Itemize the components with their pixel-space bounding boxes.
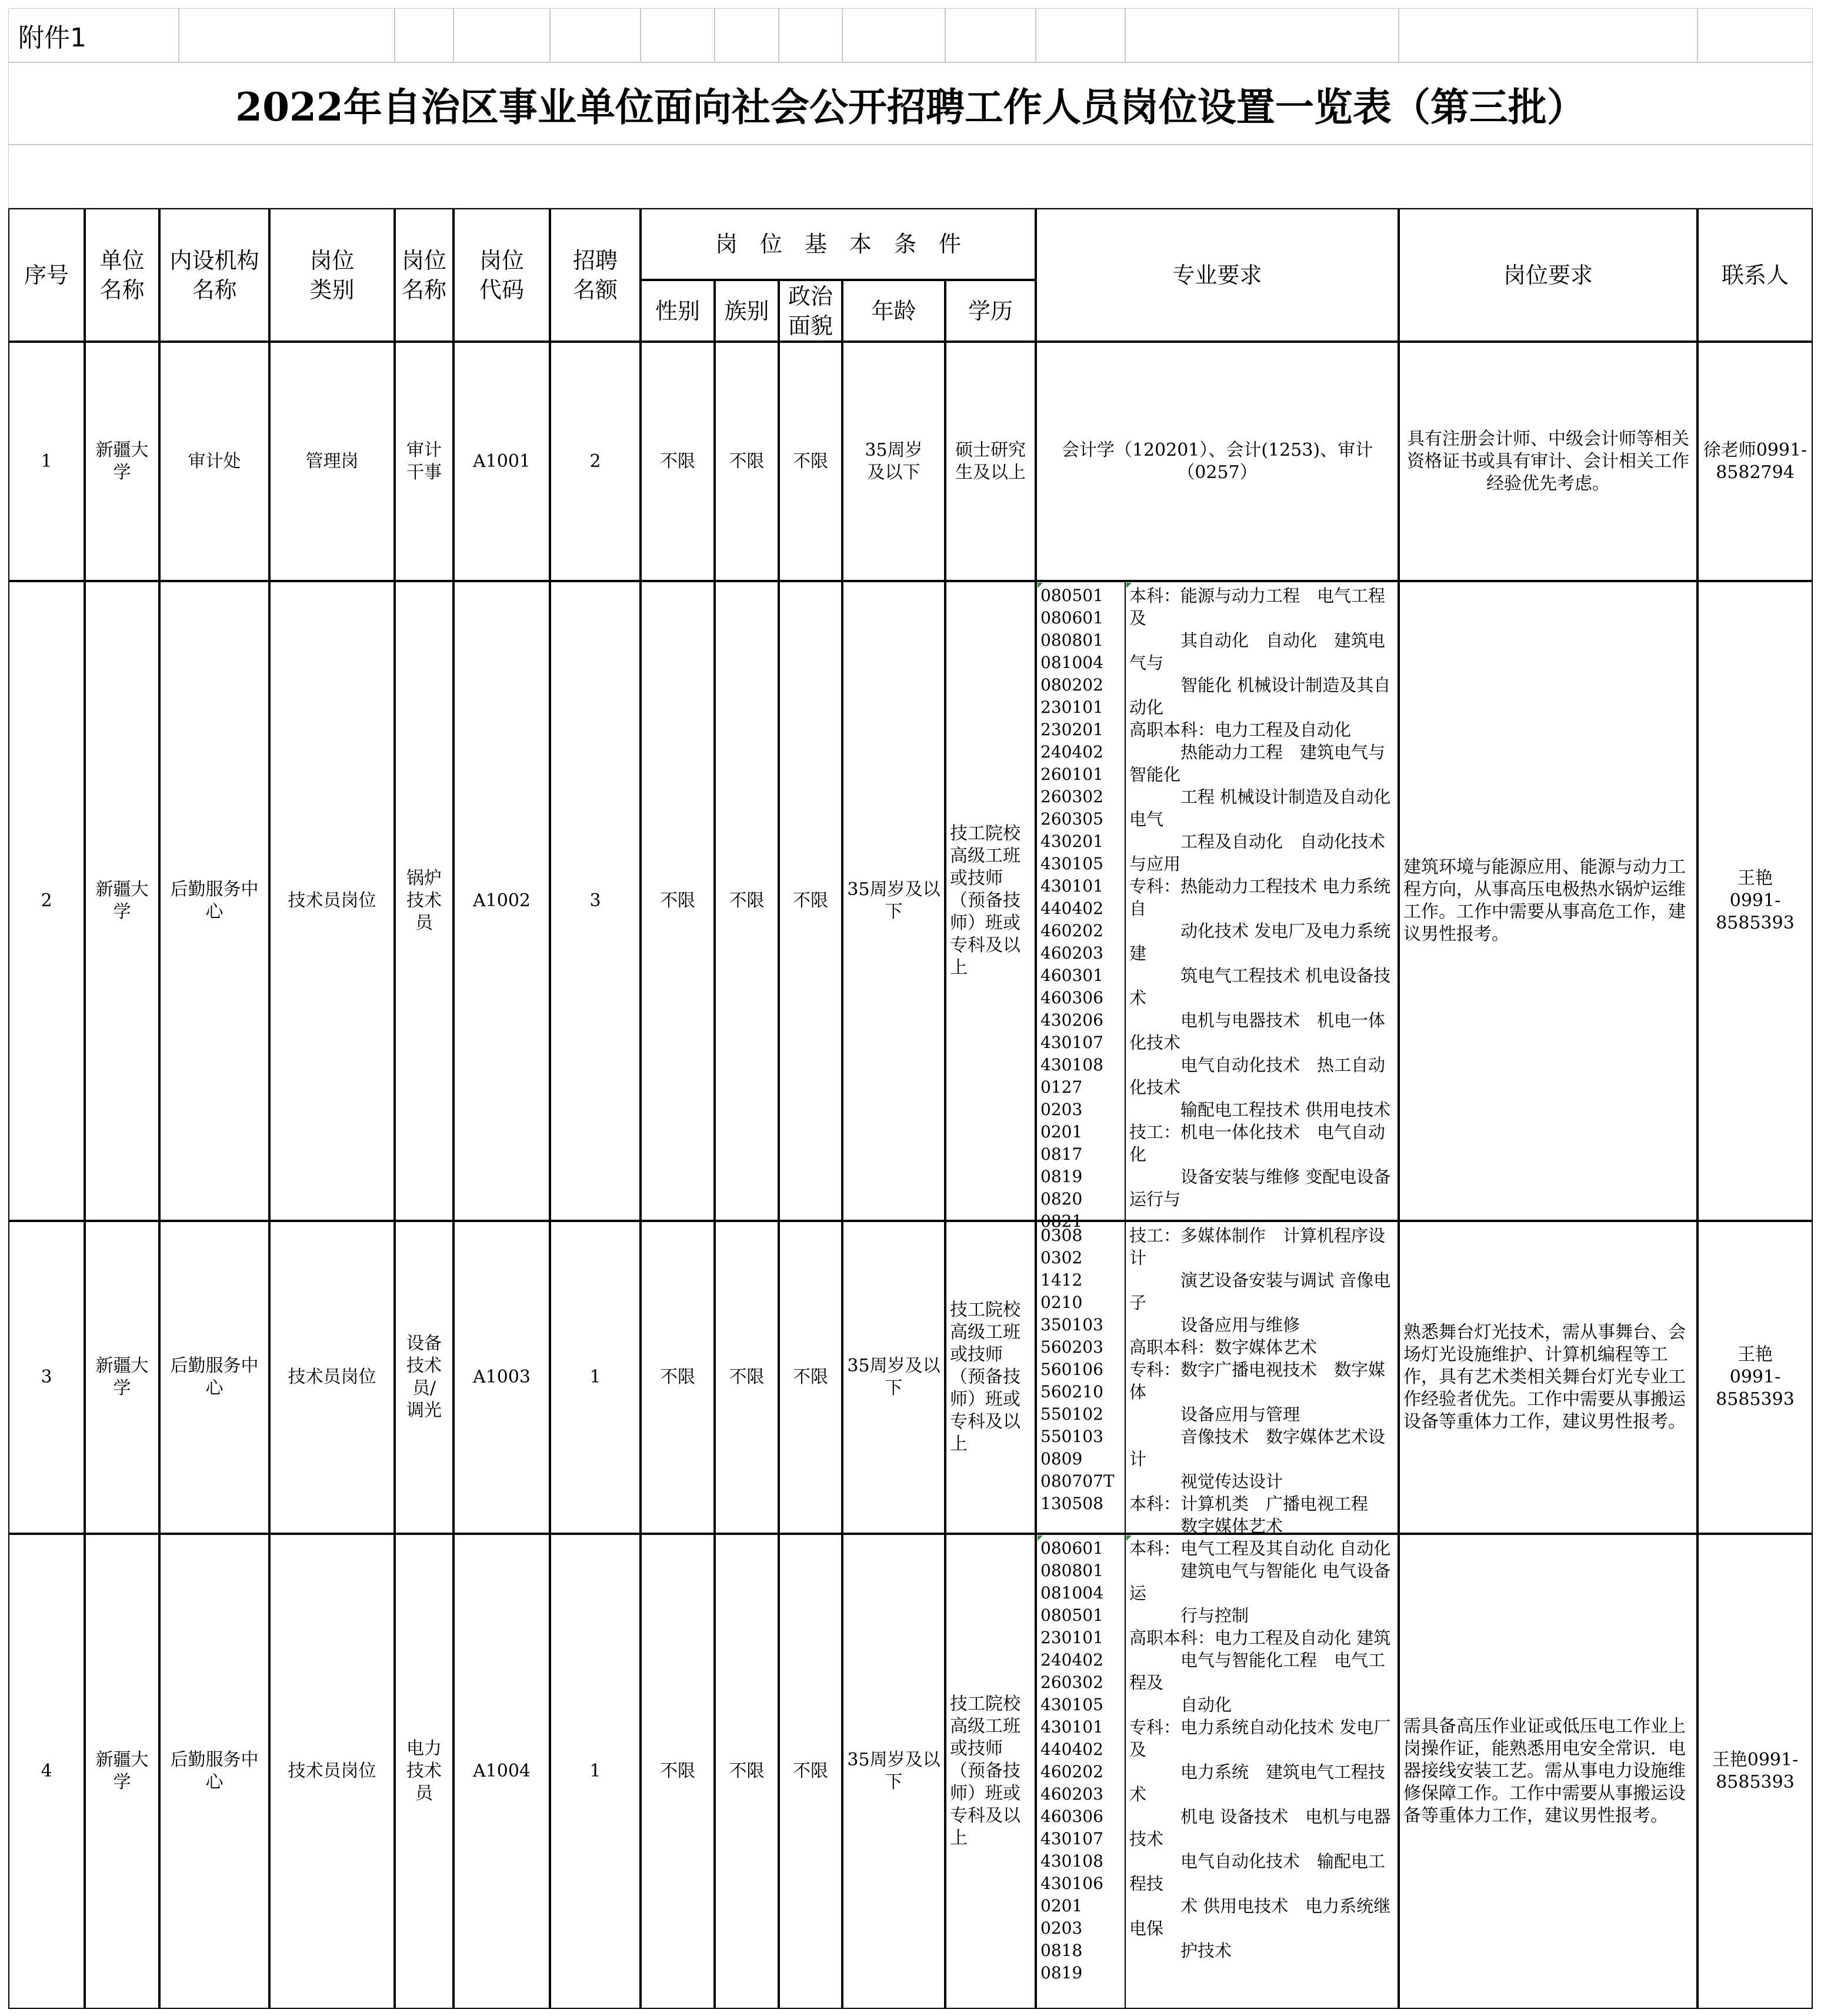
empty-grid-cell (1125, 8, 1399, 62)
row1-post-code: A1001 (453, 342, 550, 581)
header-post-type: 岗位 类别 (269, 208, 395, 342)
header-quota: 招聘 名额 (550, 208, 641, 342)
header-ethnicity: 族别 (715, 280, 779, 342)
header-political: 政治 面貌 (779, 280, 842, 342)
row1-dept: 审计处 (159, 342, 269, 581)
row4-post-code: A1004 (453, 1534, 550, 2009)
row3-post-code: A1003 (453, 1221, 550, 1534)
row2-age: 35周岁及以下 (842, 581, 945, 1221)
empty-grid-cell (395, 8, 453, 62)
empty-grid-cell (945, 8, 1036, 62)
row4-political: 不限 (779, 1534, 842, 2009)
row1-quota: 2 (550, 342, 641, 581)
row3-dept: 后勤服务中心 (159, 1221, 269, 1534)
row1-contact: 徐老师0991-8582794 (1697, 342, 1813, 581)
empty-grid-cell (1399, 8, 1697, 62)
row1-post-type: 管理岗 (269, 342, 395, 581)
row4-dept: 后勤服务中心 (159, 1534, 269, 2009)
row1-unit: 新疆大学 (85, 342, 159, 581)
cell-comment-marker (1126, 583, 1132, 588)
empty-grid-cell (1697, 8, 1813, 62)
row1-post-name: 审计干事 (395, 342, 453, 581)
annex-label: 附件1 (8, 8, 179, 62)
row3-age: 35周岁及以下 (842, 1221, 945, 1534)
cell-comment-marker (1038, 583, 1043, 588)
cell-comment-marker (1126, 1536, 1132, 1541)
row2-ethnicity: 不限 (715, 581, 779, 1221)
header-gender: 性别 (641, 280, 715, 342)
row4-age: 35周岁及以下 (842, 1534, 945, 2009)
row1-education: 硕士研究生及以上 (945, 342, 1036, 581)
row2-post-name: 锅炉技术员 (395, 581, 453, 1221)
row1-political: 不限 (779, 342, 842, 581)
row4-unit: 新疆大学 (85, 1534, 159, 2009)
row4-post-type: 技术员岗位 (269, 1534, 395, 2009)
row4-post-req: 需具备高压作业证或低压电工作业上岗操作证，能熟悉用电安全常识．电器接线安装工艺。需从事电力设施维修保障工作。工作中需要从事搬运设备等重体力工作，建议男性报考。 (1399, 1534, 1697, 2009)
empty-grid-cell (641, 8, 715, 62)
row1-major-text: 会计学（120201）、会计(1253)、审计（0257） (1036, 342, 1399, 581)
row4-gender: 不限 (641, 1534, 715, 2009)
header-post-code: 岗位 代码 (453, 208, 550, 342)
row3-seq: 3 (8, 1221, 85, 1534)
row3-quota: 1 (550, 1221, 641, 1534)
empty-grid-cell (550, 8, 641, 62)
row4-major-codes: 080601 080801 081004 080501 230101 240402 260302 430105 430101 440402 460202 460203 460306 430107 430108 430106 0201 0203 0818 0819 (1036, 1534, 1126, 2009)
row4-major-text: 本科：电气工程及其自动化 自动化 建筑电气与智能化 电气设备运 行与控制 高职本科：电力工程及自动化 建筑 电气与智能化工程 电气工程及 自动化 专科：电力系统自动化技术 发电厂及 电力系统 建筑电气工程技术 机电 设备技术 电机与电器技术 电气自动化技术 输配电工程技 术 供用电技术 电力系统继电保 护技术 (1125, 1534, 1399, 2009)
row2-unit: 新疆大学 (85, 581, 159, 1221)
spacer-row (8, 145, 1813, 208)
cell-comment-marker (1038, 1536, 1043, 1541)
row4-contact: 王艳0991- 8585393 (1697, 1534, 1813, 2009)
row4-education: 技工院校高级工班或技师（预备技师）班或专科及以上 (945, 1534, 1036, 2009)
row1-gender: 不限 (641, 342, 715, 581)
empty-grid-cell (179, 8, 395, 62)
row2-education: 技工院校高级工班或技师（预备技师）班或专科及以上 (945, 581, 1036, 1221)
header-age: 年龄 (842, 280, 945, 342)
row2-seq: 2 (8, 581, 85, 1221)
row3-post-name: 设备技术员/调光 (395, 1221, 453, 1534)
row1-age: 35周岁及以下 (842, 342, 945, 581)
row3-major-text: 技工：多媒体制作 计算机程序设计 演艺设备安装与调试 音像电子 设备应用与维修 高职本科：数字媒体艺术 专科：数字广播电视技术 数字媒体 设备应用与管理 音像技术 数字媒体艺术设计 视觉传达设计 本科：计算机类 广播电视工程 数字媒体艺术 (1125, 1221, 1399, 1534)
row2-quota: 3 (550, 581, 641, 1221)
row1-ethnicity: 不限 (715, 342, 779, 581)
header-unit: 单位 名称 (85, 208, 159, 342)
row3-ethnicity: 不限 (715, 1221, 779, 1534)
header-post-name: 岗位 名称 (395, 208, 453, 342)
row3-contact: 王艳 0991- 8585393 (1697, 1221, 1813, 1534)
header-dept: 内设机构 名称 (159, 208, 269, 342)
header-major-req: 专业要求 (1036, 208, 1399, 342)
row4-post-name: 电力技术员 (395, 1534, 453, 2009)
row3-education: 技工院校高级工班或技师（预备技师）班或专科及以上 (945, 1221, 1036, 1534)
row2-post-req: 建筑环境与能源应用、能源与动力工程方向，从事高压电极热水锅炉运维工作。工作中需要从事高危工作，建议男性报考。 (1399, 581, 1697, 1221)
row3-unit: 新疆大学 (85, 1221, 159, 1534)
row3-post-type: 技术员岗位 (269, 1221, 395, 1534)
row2-dept: 后勤服务中心 (159, 581, 269, 1221)
empty-grid-cell (1036, 8, 1125, 62)
empty-grid-cell (842, 8, 945, 62)
header-basic-conditions: 岗 位 基 本 条 件 (641, 208, 1036, 280)
row2-political: 不限 (779, 581, 842, 1221)
row3-gender: 不限 (641, 1221, 715, 1534)
row3-political: 不限 (779, 1221, 842, 1534)
row2-post-code: A1002 (453, 581, 550, 1221)
row1-post-req: 具有注册会计师、中级会计师等相关资格证书或具有审计、会计相关工作经验优先考虑。 (1399, 342, 1697, 581)
row1-seq: 1 (8, 342, 85, 581)
row4-seq: 4 (8, 1534, 85, 2009)
row2-major-codes: 080501 080601 080801 081004 080202 230101 230201 240402 260101 260302 260305 430201 430105 430101 440402 460202 460203 460301 460306 430206 430107 430108 0127 0203 0201 0817 0819 0820 0821 (1036, 581, 1126, 1221)
empty-grid-cell (779, 8, 842, 62)
header-contact: 联系人 (1697, 208, 1813, 342)
row2-gender: 不限 (641, 581, 715, 1221)
empty-grid-cell (715, 8, 779, 62)
row2-post-type: 技术员岗位 (269, 581, 395, 1221)
row4-quota: 1 (550, 1534, 641, 2009)
row2-contact: 王艳 0991- 8585393 (1697, 581, 1813, 1221)
row4-ethnicity: 不限 (715, 1534, 779, 2009)
row3-major-codes: 0308 0302 1412 0210 350103 560203 560106 560210 550102 550103 0809 080707T 130508 (1036, 1221, 1126, 1534)
page-title: 2022年自治区事业单位面向社会公开招聘工作人员岗位设置一览表（第三批） (8, 62, 1813, 145)
header-seq: 序号 (8, 208, 85, 342)
empty-grid-cell (453, 8, 550, 62)
row2-major-text: 本科：能源与动力工程 电气工程及 其自动化 自动化 建筑电气与 智能化 机械设计制造及其自动化 高职本科：电力工程及自动化 热能动力工程 建筑电气与智能化 工程 机械设计制造及自动化电气 工程及自动化 自动化技术与应用 专科：热能动力工程技术 电力系统自 动化技术 发电厂及电力系统 建 筑电气工程技术 机电设备技术 电机与电器技术 机电一体化技术 电气自动化技术 热工自动化技术 输配电工程技术 供用电技术 技工：机电一体化技术 电气自动化 设备安装与维修 变配电设备运行与 (1125, 581, 1399, 1221)
header-post-req: 岗位要求 (1399, 208, 1697, 342)
row3-post-req: 熟悉舞台灯光技术，需从事舞台、会场灯光设施维护、计算机编程等工作，具有艺术类相关舞台灯光专业工作经验者优先。工作中需要从事搬运设备等重体力工作，建议男性报考。 (1399, 1221, 1697, 1534)
header-education: 学历 (945, 280, 1036, 342)
